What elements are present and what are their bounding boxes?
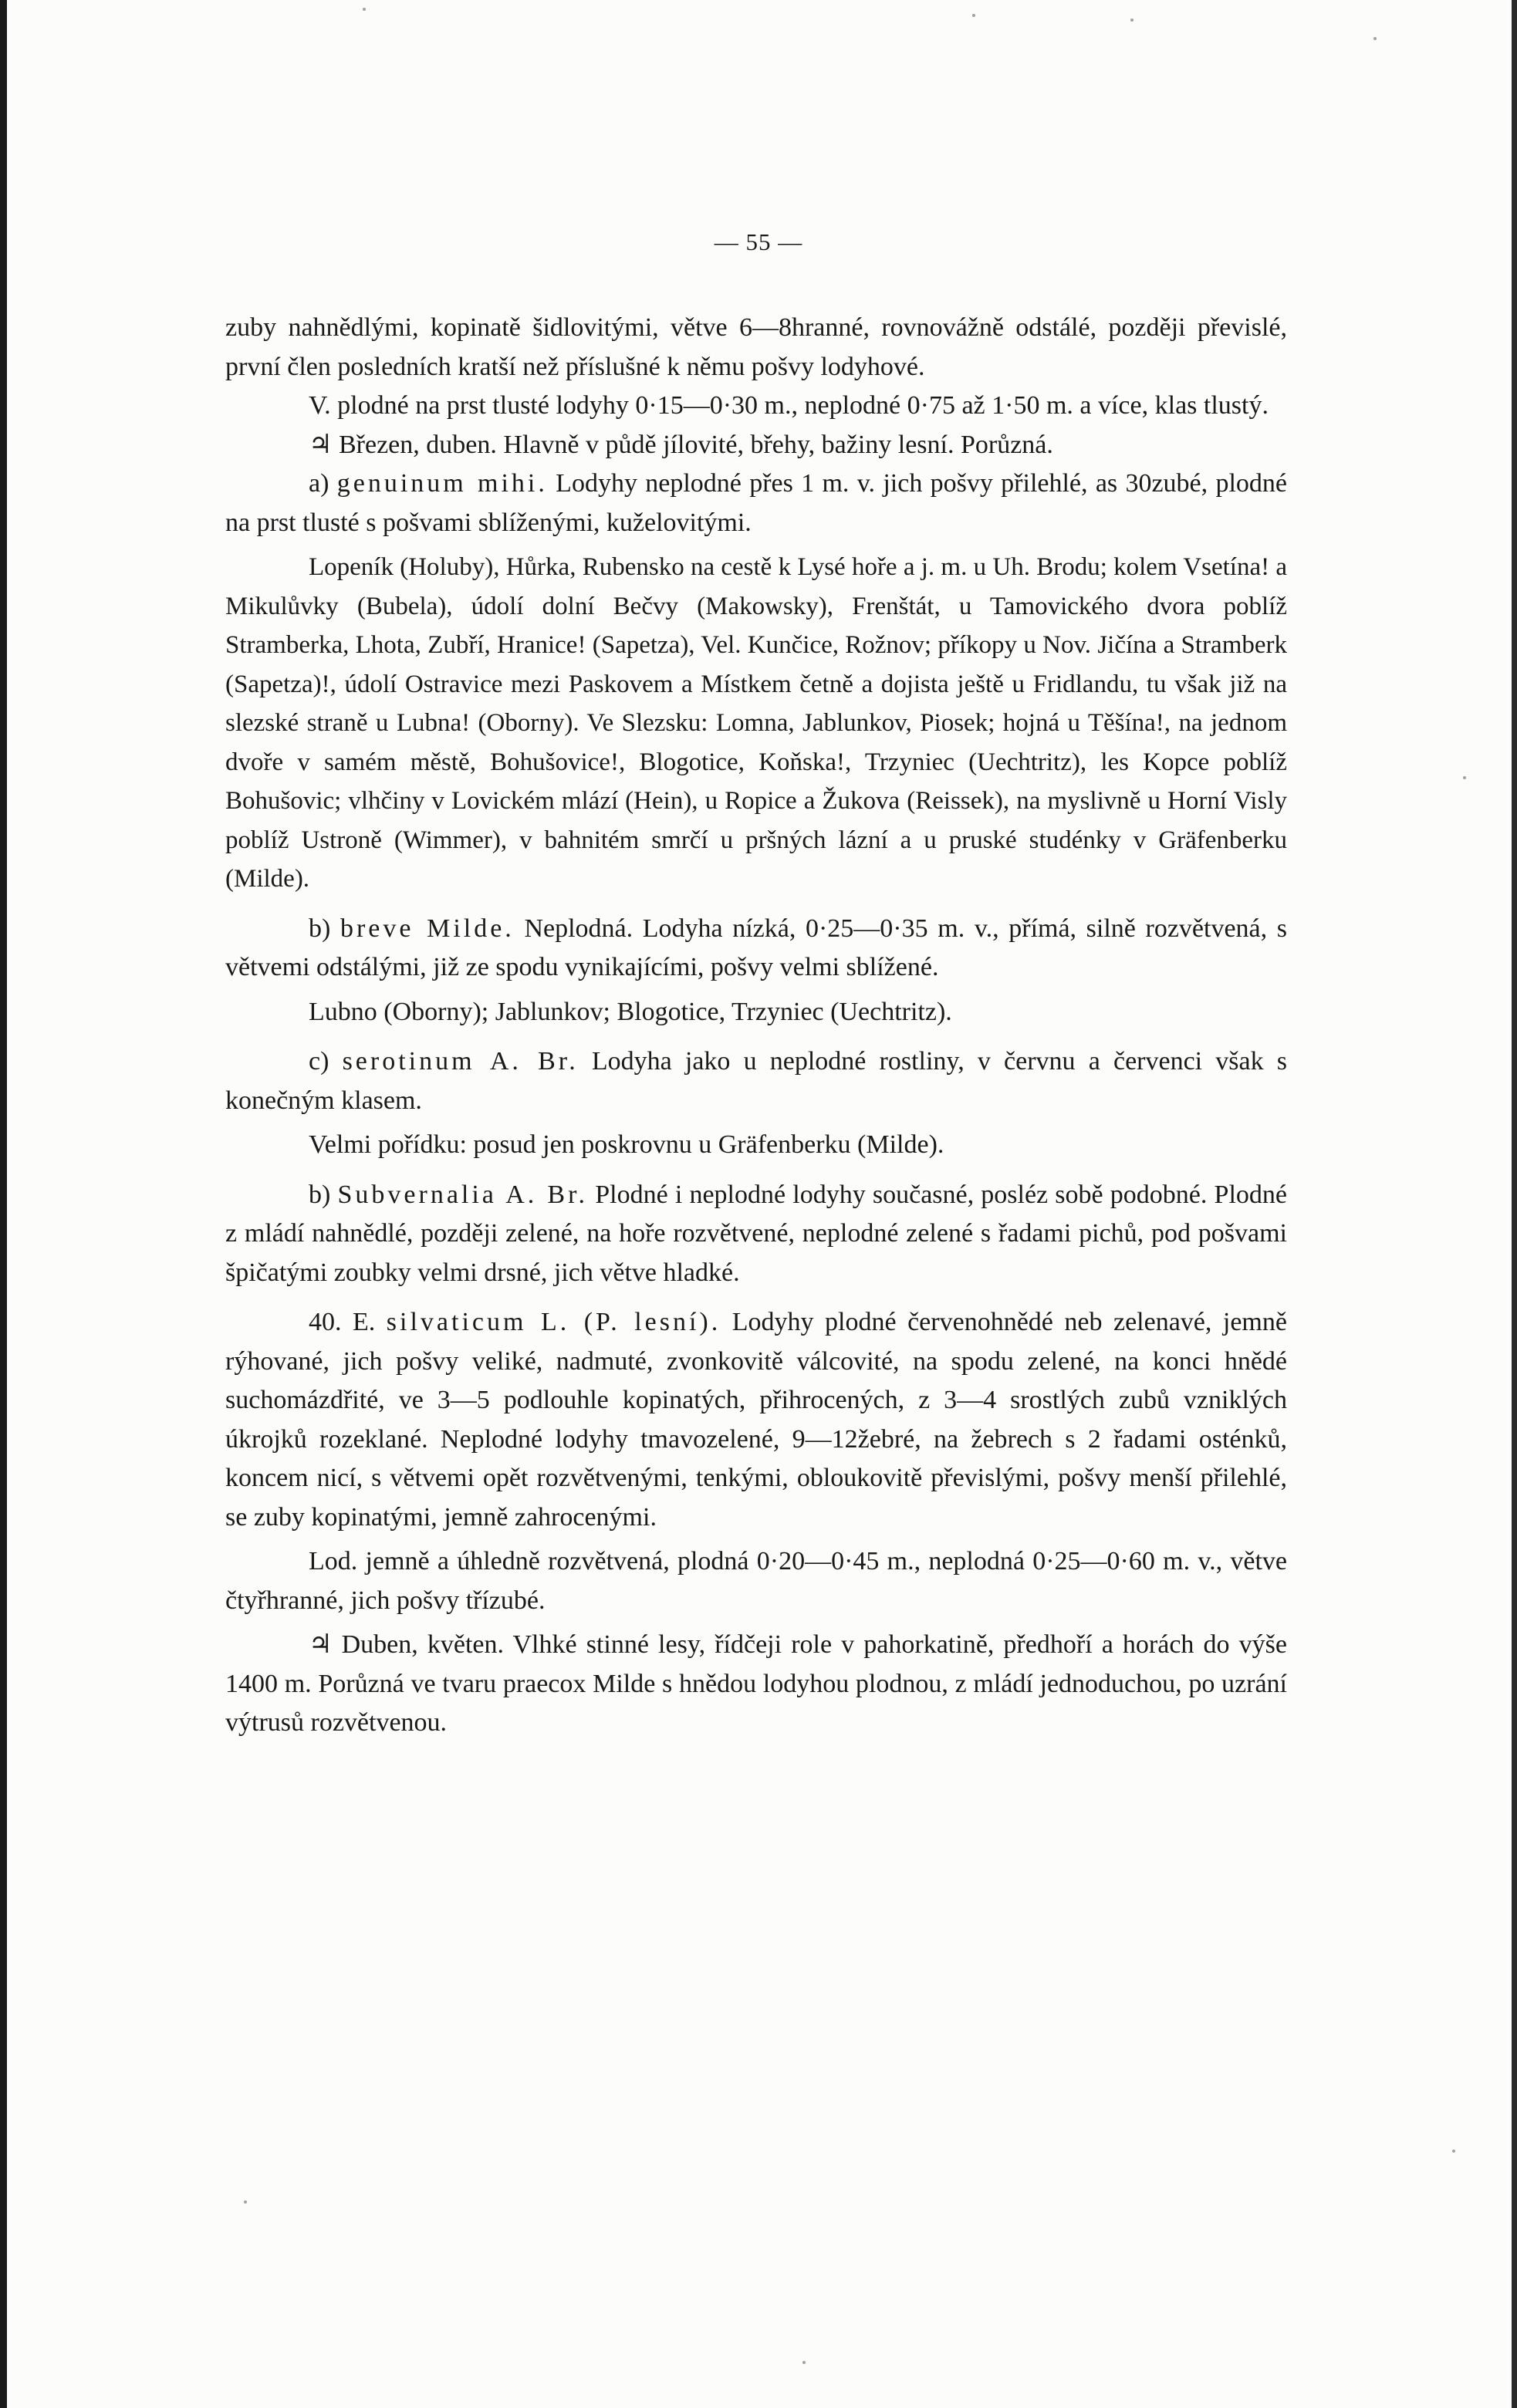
- paragraph-variety-serotinum: [225, 1042, 1287, 1120]
- scan-speck: [1130, 19, 1134, 22]
- paragraph-serotinum-localities: [225, 1126, 1287, 1165]
- text-run: Lodyha jako u neplodné rostliny, v červnu a červenci však s konečným klasem.: [225, 1047, 1287, 1115]
- paragraph-silvaticum-stem: [225, 1542, 1287, 1620]
- paragraph-continuation: [225, 309, 1287, 387]
- text-run: b): [309, 1180, 338, 1209]
- scan-right-edge: [1512, 0, 1517, 2408]
- taxon-name: Subvernalia A. Br.: [337, 1180, 589, 1209]
- text-run: V. plodné na prst tlusté lodyhy 0·15—0·30 m., neplodné 0·75 až 1·50 m. a více, klas tlustý.: [309, 391, 1269, 420]
- scan-speck: [1463, 776, 1466, 779]
- text-run: Lopeník (Holuby), Hůrka, Rubensko na cestě k Lysé hoře a j. m. u Uh. Brodu; kolem Vsetína! a Mikulůvky (Bubela), údolí dolní Bečvy (Makowsky), Frenštát, u Tamovického dvora poblíž Stramberka, Lhota, Zubří, Hranice! (Sapetza), Vel. Kunčice, Rožnov; příkopy u Nov. Jičína a Stramberk (Sapetza)!, údolí Ostravice mezi Paskovem a Místkem četně a dojista ještě u Fridlandu, tu však již na slezské straně u Lubna! (Oborny). Ve Slezsku: Lomna, Jablunkov, Piosek; hojná u Těšína!, na jednom dvoře v samém městě, Bohušovice!, Blogotice, Koňska!, Trzyniec (Uechtritz), les Kopce poblíž Bohušovic; vlhčiny v Lovickém mlází (Hein), u Ropice a Žukova (Reissek), na myslivně u Horní Visly poblíž Ustroně (Wimmer), v bahnitém smrčí u pršných lázní a u pruské studénky v Gräfenberku (Milde).: [225, 553, 1287, 893]
- scan-speck: [802, 2361, 806, 2364]
- scan-speck: [972, 14, 975, 17]
- taxon-name: breve Milde.: [340, 914, 515, 943]
- paragraph-variety-breve: [225, 910, 1287, 988]
- paragraph-localities: [225, 548, 1287, 899]
- text-run: Lubno (Oborny); Jablunkov; Blogotice, Trzyniec (Uechtritz).: [309, 997, 952, 1026]
- text-run: Lodyhy plodné červenohnědé neb zelenavé, jemně rýhované, jich pošvy veliké, nadmuté, zvonkovitě válcovité, na spodu zelené, na konci hnědé suchomázdřité, ve 3—5 podlouhle kopinatých, přihrocených, z 3—4 srostlých zubů vzniklých úkrojků rozeklané. Neplodné lodyhy tmavozelené, 9—12žebré, na žebrech s 2 řadami osténků, koncem nicí, s větvemi opět rozvětvenými, tenkými, obloukovitě převislými, pošvy menší přilehlé, se zuby kopinatými, jemně zahrocenými.: [225, 1308, 1287, 1532]
- paragraph-variety-genuinum: [225, 464, 1287, 542]
- taxon-name: silvaticum L. (P. lesní).: [386, 1308, 721, 1336]
- taxon-name: serotinum A. Br.: [342, 1047, 579, 1076]
- text-run: 40. E.: [309, 1308, 387, 1336]
- paragraph-breve-localities: [225, 993, 1287, 1032]
- text-run: a): [309, 469, 337, 498]
- text-run: zuby nahnědlými, kopinatě šidlovitými, větve 6—8hranné, rovnovážně odstálé, později převislé, první člen posledních kratší než příslušné k němu pošvy lodyhové.: [225, 313, 1287, 381]
- text-run: Velmi pořídku: posud jen poskrovnu u Gräfenberku (Milde).: [309, 1130, 944, 1159]
- text-run: Lod. jemně a úhledně rozvětvená, plodná 0·20—0·45 m., neplodná 0·25—0·60 m. v., větve čtyřhranné, jich pošvy třízubé.: [225, 1547, 1287, 1615]
- paragraph-size: [225, 387, 1287, 426]
- text-run: Neplodná. Lodyha nízká, 0·25—0·35 m. v., přímá, silně rozvětvená, s větvemi odstálými, již ze spodu vynikajícími, pošvy velmi sblížené.: [225, 914, 1288, 981]
- scan-speck: [244, 2200, 247, 2204]
- body-text: [225, 309, 1287, 1743]
- scan-speck: [1452, 2150, 1455, 2153]
- paragraph-phenology: [225, 426, 1287, 465]
- text-run: ♃ Březen, duben. Hlavně v půdě jílovité, břehy, bažiny lesní. Porůzná.: [309, 430, 1053, 459]
- text-run: b): [309, 914, 340, 943]
- scan-speck: [1373, 37, 1377, 40]
- paragraph-subvernalia: [225, 1176, 1287, 1293]
- text-run: ♃ Duben, květen. Vlhké stinné lesy, řídčeji role v pahorkatině, předhoří a horách do výše 1400 m. Porůzná ve tvaru praecox Milde s hnědou lodyhou plodnou, z mládí jednoduchou, po uzrání výtrusů rozvětvenou.: [225, 1630, 1287, 1737]
- text-run: Plodné i neplodné lodyhy současné, posléz sobě podobné. Plodné z mládí nahnědlé, později zelené, na hoře rozvětvené, neplodné zelené s řadami pichů, pod pošvami špičatými zoubky velmi drsné, jich větve hladké.: [225, 1180, 1288, 1287]
- paragraph-silvaticum-phenology: [225, 1626, 1287, 1743]
- scan-speck: [363, 8, 366, 11]
- text-run: c): [309, 1047, 343, 1076]
- paragraph-species-silvaticum: [225, 1303, 1287, 1537]
- scan-left-edge: [0, 0, 7, 2408]
- taxon-name: genuinum mihi.: [336, 469, 548, 498]
- text-run: Lodyhy neplodné přes 1 m. v. jich pošvy přilehlé, as 30zubé, plodné na prst tlusté s pošvami sblíženými, kuželovitými.: [225, 469, 1287, 537]
- page-number: — 55 —: [714, 228, 803, 255]
